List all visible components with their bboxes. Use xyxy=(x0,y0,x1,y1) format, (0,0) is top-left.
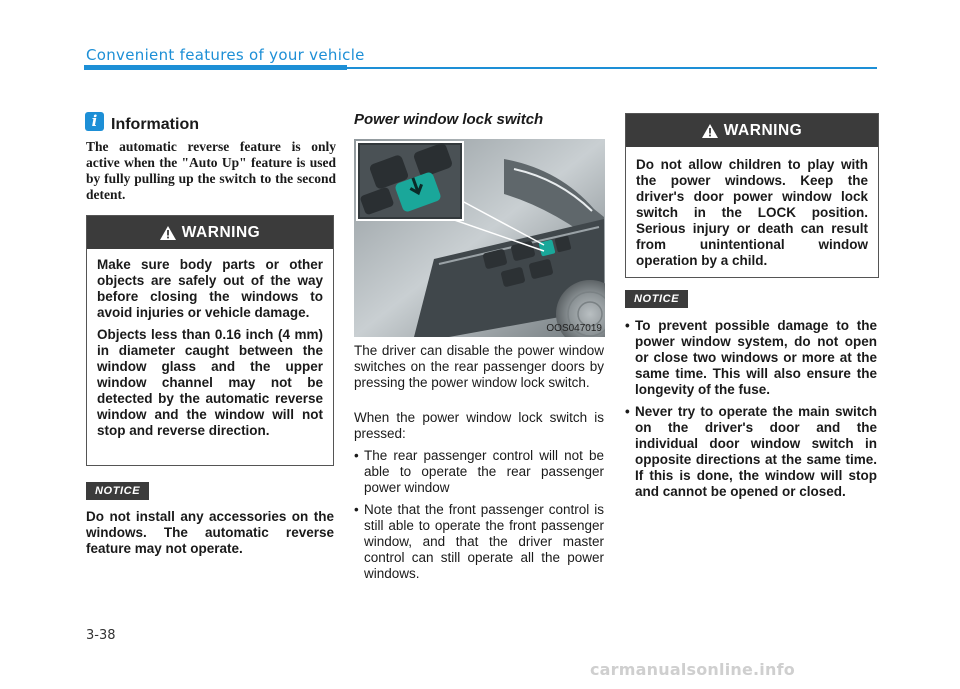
body-paragraph: When the power window lock switch is pressed: xyxy=(354,410,604,441)
warning-label: WARNING xyxy=(181,223,261,241)
notice-list xyxy=(625,318,877,506)
subsection-heading: Power window lock switch xyxy=(354,111,544,128)
notice-text: Do not install any accessories on the windows. The automatic reverse feature may not operate. xyxy=(86,509,334,556)
info-icon: i xyxy=(85,112,104,131)
info-title: Information xyxy=(111,116,199,133)
warning-header xyxy=(87,216,333,249)
door-panel-illustration xyxy=(354,139,605,337)
warning-body xyxy=(87,249,333,439)
warning-paragraph: Do not allow children to play with the power windows. Keep the driver's door power window lock switch in the LOCK position. Serious injury or death can result from unintentional window operation by a child. xyxy=(636,157,868,268)
list-item: • The rear passenger control will not be able to operate the rear passenger power window xyxy=(354,448,604,496)
warning-box-children xyxy=(625,113,879,278)
warning-triangle-icon xyxy=(702,124,718,138)
info-text: The automatic reverse feature is only active when the "Auto Up" feature is used by fully pulling up the switch to the second detent. xyxy=(86,139,336,202)
page-number: 3-38 xyxy=(86,628,116,643)
warning-body xyxy=(626,147,878,269)
warning-paragraph: Objects less than 0.16 inch (4 mm) in diameter caught between the window glass and the upper window channel may not be detected by the automatic reverse window and the window will not stop and reverse direction. xyxy=(97,327,323,438)
figure-code: OOS047019 xyxy=(546,323,602,334)
power-window-lock-switch-figure xyxy=(354,139,605,337)
body-paragraph: The driver can disable the power window switches on the rear passenger doors by pressing the power window lock switch. xyxy=(354,343,604,390)
section-title: Convenient features of your vehicle xyxy=(86,46,365,64)
notice-badge: NOTICE xyxy=(86,482,149,500)
header-rule-line xyxy=(347,67,877,69)
warning-triangle-icon xyxy=(160,226,176,240)
lock-effects-list xyxy=(354,448,604,588)
list-item: • Note that the front passenger control is still able to operate the front passenger window, and that the driver master control can still operate all the power windows. xyxy=(354,502,604,582)
warning-header xyxy=(626,114,878,147)
warning-label: WARNING xyxy=(723,121,803,139)
warning-box-window-closing xyxy=(86,215,334,466)
header-rule xyxy=(84,65,347,70)
list-item: • To prevent possible damage to the power window system, do not open or close two windows or more at the same time. This will also ensure the longevity of the fuse. xyxy=(625,318,877,398)
watermark: carmanualsonline.info xyxy=(590,660,795,679)
list-item: • Never try to operate the main switch on the driver's door and the individual door window switch in opposite directions at the same time. If this is done, the window will stop and cannot be opened or closed. xyxy=(625,404,877,500)
warning-paragraph: Make sure body parts or other objects are safely out of the way before closing the windows to avoid injuries or vehicle damage. xyxy=(97,257,323,320)
notice-badge: NOTICE xyxy=(625,290,688,308)
